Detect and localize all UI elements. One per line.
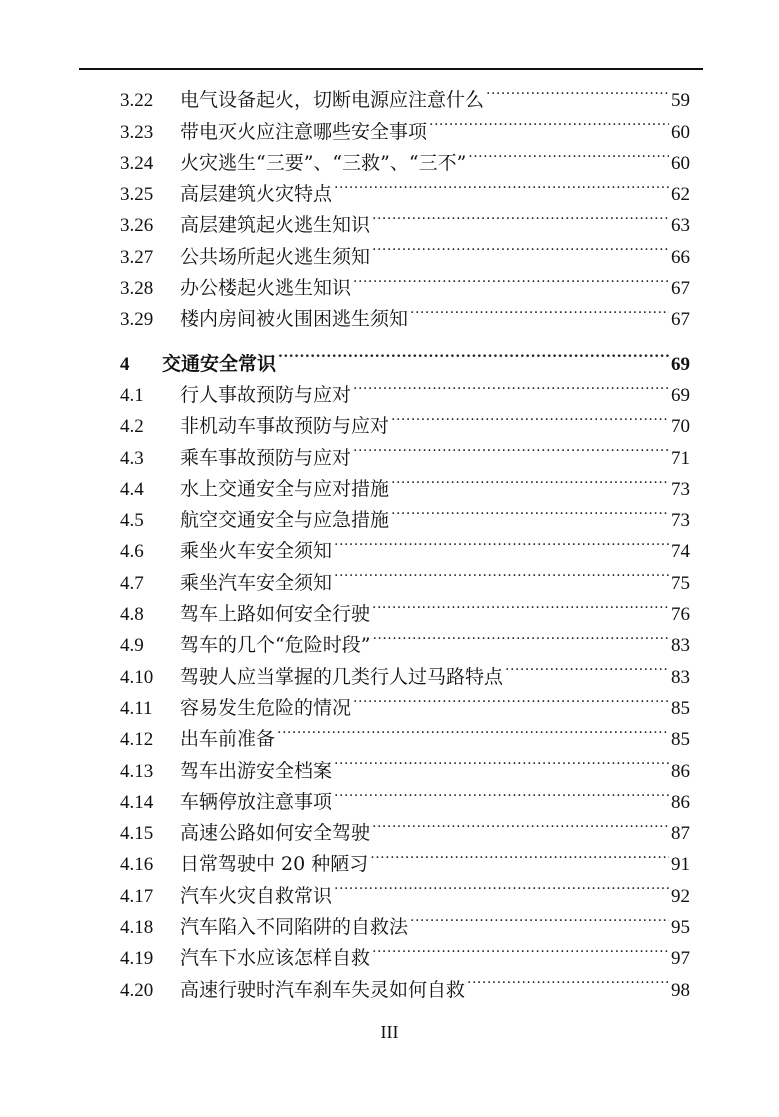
toc-entry-title: 办公楼起火逃生知识 [180,277,352,300]
toc-entry-number: 4.16 [120,854,154,876]
toc-entry-page: 95 [671,917,690,939]
toc-leader-dots [334,169,669,200]
toc-entry-page: 98 [671,979,690,1001]
toc-leader-dots [505,651,669,682]
toc-entry-number: 4.5 [120,510,144,532]
toc-entry-number: 4.7 [120,572,144,594]
toc-entry-title: 带电灭火应注意哪些安全事项 [180,120,428,143]
toc-leader-dots [372,589,669,620]
toc-entry-number: 4.4 [120,478,144,500]
toc-entry-title: 乘坐汽车安全须知 [180,571,333,594]
toc-leader-dots [372,808,669,839]
toc-entry-number: 4.8 [120,604,144,626]
toc-entry-page: 85 [671,729,690,751]
toc-leader-dots [334,777,669,808]
toc-entry-title: 驾驶人应当掌握的几类行人过马路特点 [180,665,504,688]
toc-entry-title: 汽车陷入不同陷阱的自救法 [180,916,409,939]
toc-entry-number: 3.22 [120,90,154,112]
toc-entry-title: 出车前准备 [180,728,276,751]
toc-leader-dots [410,294,669,325]
toc-entry-page: 69 [671,384,690,406]
toc-leader-dots [277,714,669,745]
toc-entry-page: 60 [671,121,690,143]
toc-leader-dots [334,870,669,901]
toc-entry-page: 85 [671,697,690,719]
toc-entry-title: 乘车事故预防与应对 [180,446,352,469]
toc-entry-number: 4.20 [120,979,154,1001]
toc-leader-dots [353,432,669,463]
toc-leader-dots [372,200,669,231]
toc-leader-dots [353,683,669,714]
toc-entry-number: 4.1 [120,384,144,406]
toc-leader-dots [334,557,669,588]
toc-entry-number: 3.25 [120,184,154,206]
toc-entry-page: 76 [671,604,690,626]
toc-entry-number: 4.2 [120,416,144,438]
toc-entry-title: 汽车下水应该怎样自救 [180,947,371,970]
toc-entry-title: 航空交通安全与应急措施 [180,509,390,532]
toc-entry-page: 63 [671,215,690,237]
toc-entry-number: 4.15 [120,823,154,845]
toc-entry-page: 86 [671,760,690,782]
toc-entry-title: 公共场所起火逃生须知 [180,245,371,268]
toc-chapter-row[interactable] [120,338,690,375]
toc-leader-dots [334,745,669,776]
toc-entry-page: 73 [671,510,690,532]
toc-entry-number: 4.17 [120,885,154,907]
toc-entry-page: 91 [671,854,690,876]
toc-entry-page: 74 [671,541,690,563]
toc-entry-page: 71 [671,447,690,469]
toc-entry-title: 容易发生危险的情况 [180,696,352,719]
toc-entry-number: 4.9 [120,635,144,657]
toc-leader-dots [353,370,669,401]
toc-entry-number: 4.18 [120,917,154,939]
toc-entry-number: 4.14 [120,791,154,813]
toc-entry-title: 水上交通安全与应对措施 [180,477,390,500]
toc-leader-dots [429,106,669,137]
toc-entry-page: 92 [671,885,690,907]
toc-entry-page: 97 [671,948,690,970]
toc-entry-title: 乘坐火车安全须知 [180,540,333,563]
toc-entry-title: 驾车出游安全档案 [180,759,333,782]
toc-leader-dots [278,338,669,369]
toc-entry-page: 75 [671,572,690,594]
toc-entry-page: 86 [671,791,690,813]
toc-entry-page: 59 [671,90,690,112]
toc-chapter-number: 4 [120,353,130,375]
toc-entry-number: 3.27 [120,246,154,268]
toc-entry-page: 70 [671,416,690,438]
toc-entry-title: 车辆停放注意事项 [180,790,333,813]
toc-entry-page: 67 [671,278,690,300]
toc-leader-dots [353,263,669,294]
toc-entry-number: 4.3 [120,447,144,469]
toc-entry-title: 楼内房间被火围困逃生须知 [180,308,409,331]
toc-entry-title: 高层建筑火灾特点 [180,183,333,206]
toc-entry-number: 4.10 [120,666,154,688]
toc-entry-number: 4.11 [120,697,153,719]
toc-entry-page: 83 [671,635,690,657]
toc-entry-number: 3.24 [120,152,154,174]
toc-leader-dots [391,401,669,432]
toc-leader-dots [372,933,669,964]
toc-entry-number: 4.19 [120,948,154,970]
toc-entry-number: 3.23 [120,121,154,143]
toc-entry-title: 汽车火灾自救常识 [180,884,333,907]
toc-leader-dots [468,138,669,169]
toc-entry-number: 4.12 [120,729,154,751]
toc-entry-number: 3.28 [120,278,154,300]
toc-section-4 [120,370,690,1001]
toc-entry-number: 4.6 [120,541,144,563]
toc-section-3 [120,75,690,331]
toc-entry-title: 高速公路如何安全驾驶 [180,822,371,845]
page-number: III [380,1022,399,1042]
toc-chapter-page: 69 [671,353,690,375]
toc-entry-title: 高层建筑起火逃生知识 [180,214,371,237]
toc-leader-dots [391,495,669,526]
toc-entry-page: 83 [671,666,690,688]
table-of-contents [120,75,690,1001]
toc-leader-dots [372,231,669,262]
toc-entry-page: 62 [671,184,690,206]
toc-leader-dots [372,620,669,651]
header-rule [79,68,703,70]
toc-entry-title: 日常驾驶中 20 种陋习 [180,853,369,876]
toc-entry-title: 驾车上路如何安全行驶 [180,603,371,626]
toc-entry-page: 73 [671,478,690,500]
toc-leader-dots [334,526,669,557]
toc-entry-number: 4.13 [120,760,154,782]
toc-leader-dots [370,839,669,870]
toc-leader-dots [391,464,669,495]
toc-entry-title: 非机动车事故预防与应对 [180,415,390,438]
toc-entry-title: 电气设备起火，切断电源应注意什么 [180,89,485,112]
toc-entry-page: 66 [671,246,690,268]
toc-entry-page: 87 [671,823,690,845]
toc-entry-title: 高速行驶时汽车刹车失灵如何自救 [180,978,466,1001]
toc-leader-dots [486,75,669,106]
toc-entry-title: 行人事故预防与应对 [180,383,352,406]
toc-entry-page: 67 [671,309,690,331]
toc-entry-number: 3.29 [120,309,154,331]
toc-chapter-title: 交通安全常识 [162,352,277,375]
toc-entry-number: 3.26 [120,215,154,237]
toc-leader-dots [410,902,669,933]
toc-entry-title: 驾车的几个“危险时段” [180,634,371,657]
toc-entry-row[interactable] [120,75,690,112]
toc-entry-page: 60 [671,152,690,174]
toc-leader-dots [467,964,669,995]
toc-entry-title: 火灾逃生“三要”、“三救”、“三不” [180,151,467,174]
